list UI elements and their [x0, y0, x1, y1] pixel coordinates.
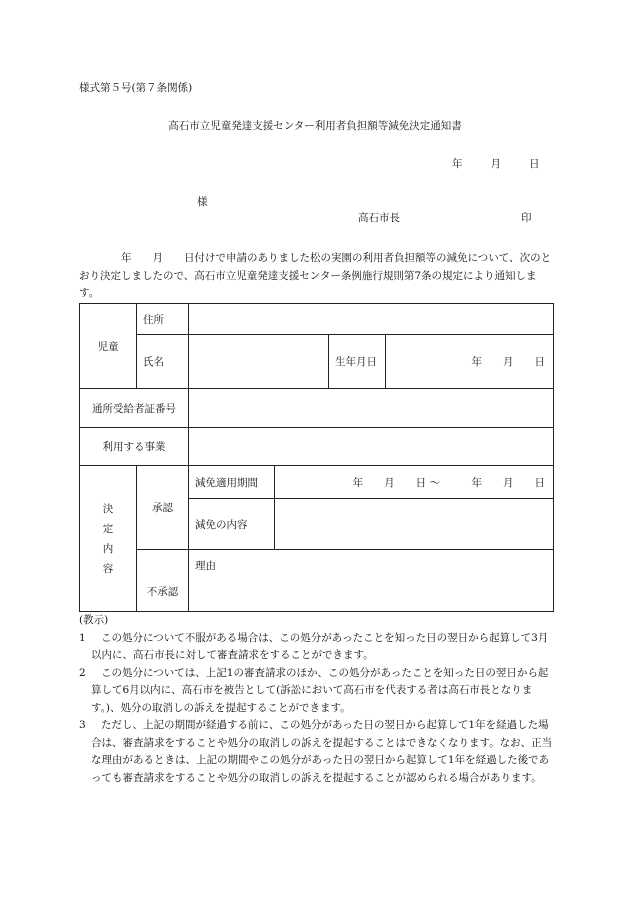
address-field[interactable] — [189, 304, 554, 335]
period-field[interactable]: 年 月 日 ～ 年 月 日 — [275, 466, 554, 499]
birthdate-label: 生年月日 — [329, 335, 386, 389]
address-label: 住所 — [137, 304, 189, 335]
decision-char: 内 — [102, 542, 114, 555]
period-label: 減免適用期間 — [189, 466, 275, 499]
instruction-item — [79, 665, 553, 718]
date-month: 月 — [490, 158, 501, 170]
name-label: 氏名 — [137, 335, 189, 389]
seal-mark: 印 — [521, 212, 532, 224]
body-paragraph: 年 月 日付けで申請のありました松の実園の利用者負担額等の減免について、次のとおり決定しましたので、高石市立児童発達支援センター条例施行規則第7条の規定により通知します。 — [79, 252, 552, 299]
instruction-number: 3 — [79, 719, 86, 731]
instruction-number: 1 — [79, 631, 86, 644]
certificate-label: 通所受給者証番号 — [80, 389, 189, 428]
service-field[interactable] — [189, 428, 554, 466]
approval-label: 承認 — [137, 466, 189, 550]
decision-char: 決 — [102, 502, 114, 515]
instruction-text: この処分については、上記1の審査請求のほか、この処分があったことを知った日の翌日から起算して6月以内に、高石市を被告として(訴訟において高石市を代表する者は高石市長となります。)、処分の取消しの訴えを提起することができます。 — [91, 666, 549, 714]
instruction-item — [79, 717, 553, 787]
issue-date — [452, 156, 540, 171]
decision-content-label — [80, 466, 137, 612]
name-field[interactable] — [189, 335, 329, 389]
instruction-number: 2 — [79, 666, 86, 679]
instruction-text: ただし、上記の期間が経過する前に、この処分があった日の翌日から起算して1年を経過した場合は、審査請求をすることや処分の取消しの訴えを提起することはできなくなります。なお、正当な理由があるときは、上記の期間やこの処分があった日の翌日から起算して1年を経過した後であっても審査請求をすることや処分の取消しの訴えを提起することが認められる場合があります。 — [91, 719, 553, 784]
certificate-field[interactable] — [189, 389, 554, 428]
decision-table — [79, 303, 554, 612]
decision-char: 容 — [102, 562, 114, 575]
content-label: 減免の内容 — [189, 499, 275, 550]
document-title: 高石市立児童発達支援センター利用者負担額等減免決定通知書 — [168, 120, 462, 132]
reason-field[interactable] — [189, 550, 554, 612]
instructions — [79, 612, 553, 787]
instruction-item — [79, 630, 553, 665]
date-day: 日 — [529, 158, 540, 170]
reason-label: 理由 — [195, 560, 216, 572]
addressee-suffix: 様 — [197, 196, 208, 208]
date-year: 年 — [452, 158, 463, 170]
instructions-heading: (教示) — [79, 614, 109, 626]
birthdate-field[interactable]: 年 月 日 — [386, 335, 554, 389]
decision-char: 定 — [102, 522, 114, 535]
instruction-text: この処分について不服がある場合は、この処分があったことを知った日の翌日から起算して3月以内に、高石市長に対して審査請求をすることができます。 — [91, 631, 549, 661]
service-label: 利用する事業 — [80, 428, 189, 466]
rejection-label: 不承認 — [137, 550, 189, 612]
issuer: 高石市長 — [358, 212, 400, 224]
form-number: 様式第５号(第７条関係) — [79, 82, 193, 94]
child-label: 児童 — [80, 304, 137, 389]
content-field[interactable] — [275, 499, 554, 550]
